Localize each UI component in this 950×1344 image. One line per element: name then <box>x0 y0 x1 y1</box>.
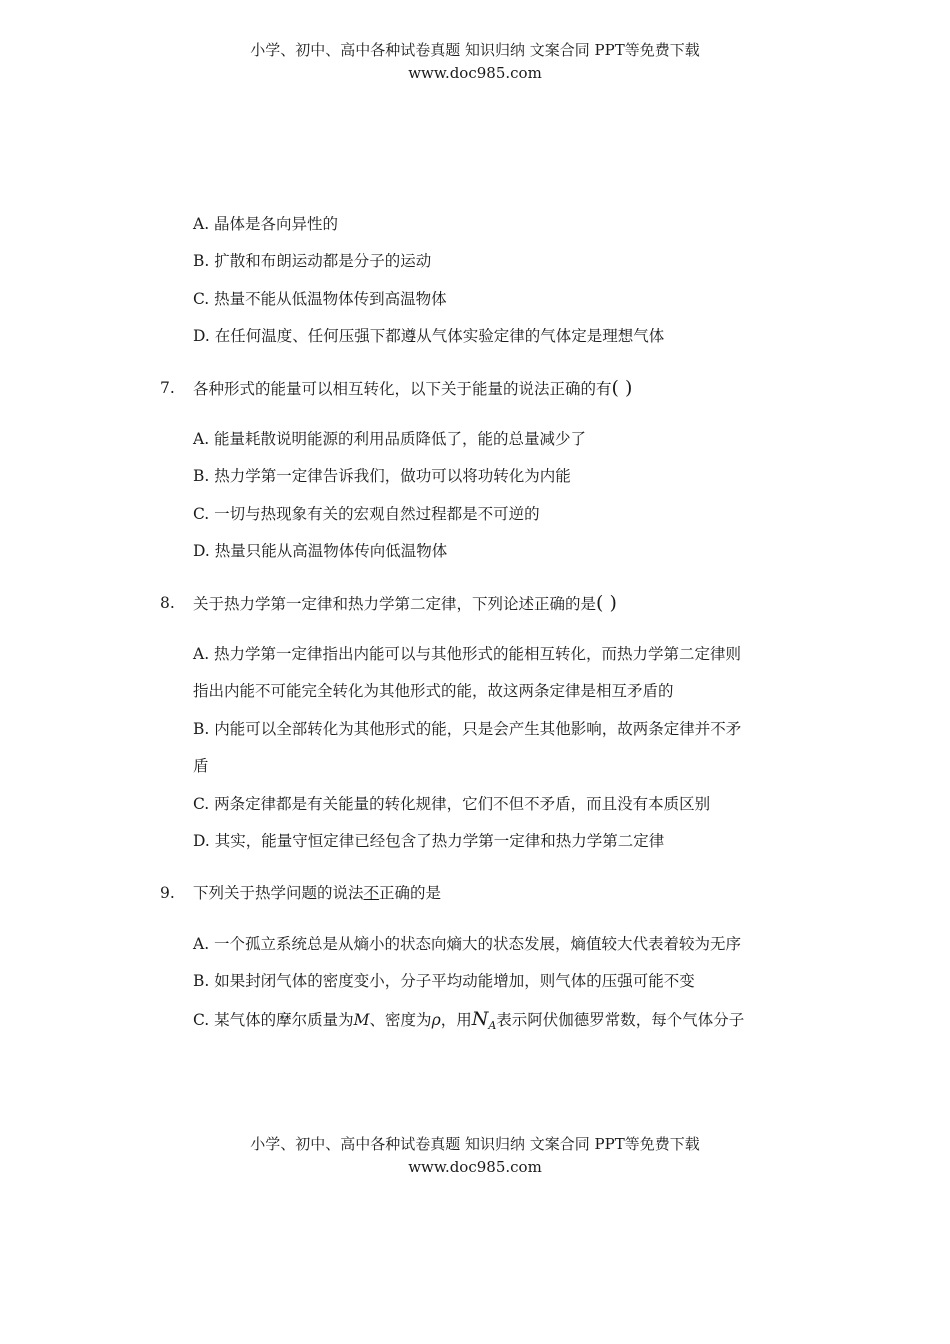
q7-option-c: C. 一切与热现象有关的宏观自然过程都是不可逆的 <box>193 505 540 523</box>
q8-option-c: C. 两条定律都是有关能量的转化规律，它们不但不矛盾，而且没有本质区别 <box>193 795 711 813</box>
q8-option-d: D. 其实，能量守恒定律已经包含了热力学第一定律和热力学第二定律 <box>193 832 665 850</box>
q9-text-before: 下列关于热学问题的说法 <box>193 884 364 902</box>
q7-answer-paren: ( ) <box>611 377 633 399</box>
q9-symbol-rho: ρ <box>431 1011 441 1029</box>
q9-stem <box>193 882 441 904</box>
footer-line-1: 小学、初中、高中各种试卷真题 知识归纳 文案合同 PPT等免费下载 <box>250 1135 700 1153</box>
header-line-1: 小学、初中、高中各种试卷真题 知识归纳 文案合同 PPT等免费下载 <box>250 41 700 59</box>
q9-text-underlined: 不 <box>363 884 380 902</box>
q9-option-a: A. 一个孤立系统总是从熵小的状态向熵大的状态发展，熵值较大代表着较为无序 <box>193 935 742 953</box>
q8-stem <box>193 592 617 615</box>
q8-option-b-line2: 盾 <box>193 757 209 775</box>
q7-option-a: A. 能量耗散说明能源的利用品质降低了，能的总量减少了 <box>193 430 587 448</box>
q8-option-b-line1: B. 内能可以全部转化为其他形式的能，只是会产生其他影响，故两条定律并不矛 <box>193 720 742 738</box>
q9-option-c-part3: ，用 <box>440 1011 472 1029</box>
q6-option-c: C. 热量不能从低温物体传到高温物体 <box>193 290 447 308</box>
q9-option-c-part1: C. 某气体的摩尔质量为 <box>193 1011 354 1029</box>
q9-option-b: B. 如果封闭气体的密度变小，分子平均动能增加，则气体的压强可能不变 <box>193 972 695 990</box>
q8-number: 8. <box>160 594 175 612</box>
q9-option-c-part2: 、密度为 <box>369 1011 432 1029</box>
q9-symbol-m: M <box>353 1011 370 1029</box>
q8-option-a-line1: A. 热力学第一定律指出内能可以与其他形式的能相互转化，而热力学第二定律则 <box>193 645 742 663</box>
q6-option-b: B. 扩散和布朗运动都是分子的运动 <box>193 252 432 270</box>
q9-number: 9. <box>160 884 175 902</box>
q9-symbol-n: N <box>471 1008 489 1030</box>
page-header <box>0 39 950 85</box>
q8-option-a-line2: 指出内能不可能完全转化为其他形式的能，故这两条定律是相互矛盾的 <box>193 682 674 700</box>
q6-option-a: A. 晶体是各向异性的 <box>193 215 339 233</box>
page-footer <box>0 1133 950 1179</box>
header-url: www.doc985.com <box>408 64 542 82</box>
q9-symbol-n-subscript: A <box>488 1019 497 1032</box>
q7-option-d: D. 热量只能从高温物体传向低温物体 <box>193 542 448 560</box>
q7-text: 各种形式的能量可以相互转化，以下关于能量的说法正确的有 <box>193 380 612 398</box>
q7-option-b: B. 热力学第一定律告诉我们，做功可以将功转化为内能 <box>193 467 571 485</box>
q7-stem <box>193 377 632 400</box>
q9-option-c-part4: 表示阿伏伽德罗常数，每个气体分子 <box>496 1011 745 1029</box>
footer-url: www.doc985.com <box>408 1158 542 1176</box>
q6-option-d: D. 在任何温度、任何压强下都遵从气体实验定律的气体定是理想气体 <box>193 327 665 345</box>
q8-text: 关于热力学第一定律和热力学第二定律，下列论述正确的是 <box>193 595 597 613</box>
q8-answer-paren: ( ) <box>596 592 617 614</box>
q9-option-c <box>193 1008 744 1033</box>
q7-number: 7. <box>160 379 175 397</box>
q9-text-after: 正确的是 <box>379 884 442 902</box>
